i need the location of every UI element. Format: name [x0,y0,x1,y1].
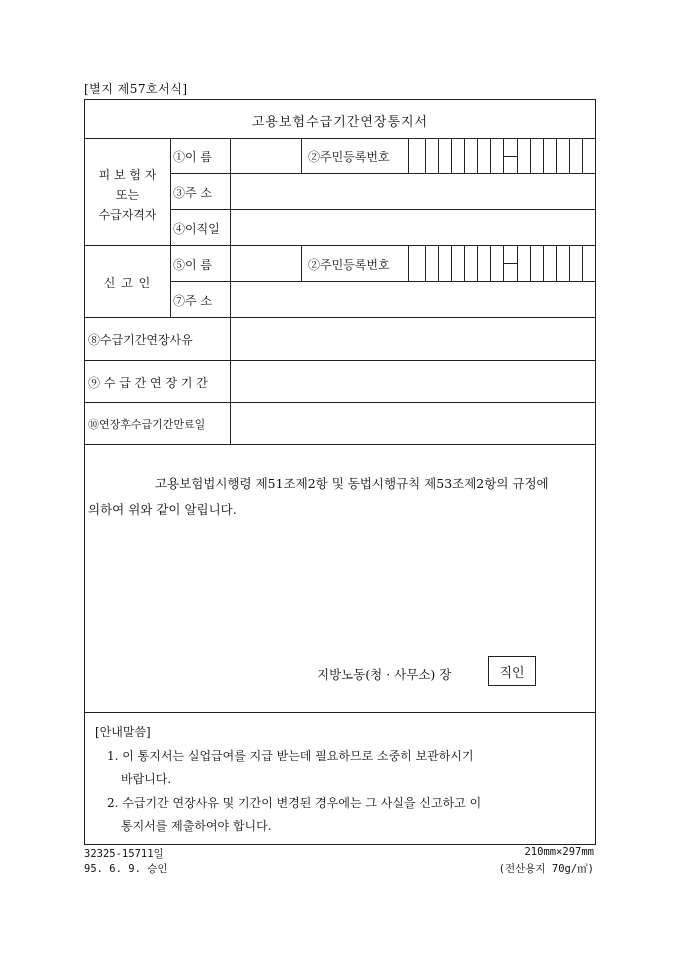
notice-form [84,99,596,845]
notice-heading: [안내말씀] [95,725,151,739]
leave-date-label: ④이직일 [173,222,220,236]
notice-item-1-line-1: 1. 이 통지서는 실업급여를 지급 받는데 필요하므로 소중히 보관하시기 [107,749,474,763]
form-number-label: [별지 제57호서식] [84,82,188,96]
expiry-date-label: ⑩연장후수급기간만료일 [88,418,206,431]
body-line-1: 고용보험법시행령 제51조제2항 및 동법시행규칙 제53조제2항의 규정에 [155,476,549,491]
reporter-label: 신 고 인 [103,276,152,290]
official-seal-box: 직인 [488,656,536,686]
address-label-2: ⑦주 소 [173,294,212,308]
rrn-label-2: ②주민등록번호 [308,258,390,272]
notice-item-2-line-1: 2. 수급기간 연장사유 및 기간이 변경된 경우에는 그 사실을 신고하고 이 [107,796,482,810]
extension-period-label: ⑨ 수 급 간 연 장 기 간 [88,376,208,390]
notice-item-2-line-2: 통지서를 제출하여야 합니다. [121,819,272,833]
paper-size: 210mm×297mm [524,846,594,858]
approval-date: 95. 6. 9. 승인 [84,863,168,875]
notice-item-1-line-2: 바랍니다. [121,772,172,786]
address-label-1: ③주 소 [173,186,212,200]
issuing-office: 지방노동(청 · 사무소) 장 [317,667,452,682]
name-label-1: ①이 름 [173,150,212,164]
paper-type: (전산용지 70g/㎡) [498,863,594,875]
extension-reason-label: ⑧수급기간연장사유 [88,333,193,347]
insured-label-line3: 수급자격자 [98,208,157,222]
name-label-2: ⑤이 름 [173,258,212,272]
rrn-label-1: ②주민등록번호 [308,150,390,164]
insured-label-line2: 또는 [115,188,140,202]
insured-label-line1: 피 보 험 자 [98,168,157,182]
body-line-2: 의하여 위와 같이 알립니다. [88,502,237,517]
form-code: 32325-15711일 [84,848,164,860]
form-title: 고용보험수급기간연장통지서 [251,115,429,130]
